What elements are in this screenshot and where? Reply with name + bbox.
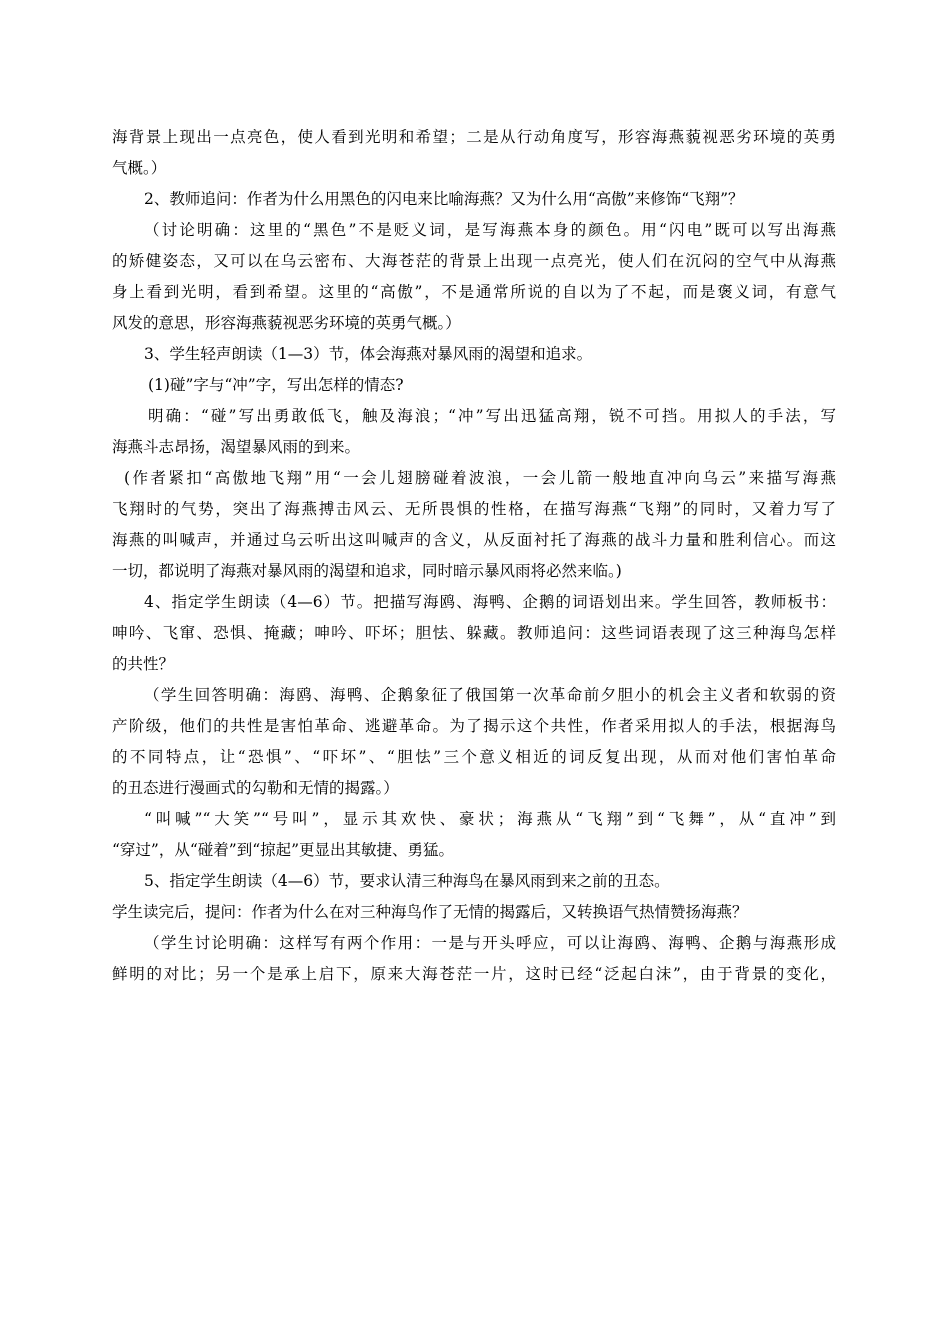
text-line: 明确：“碰”写出勇敢低飞，触及海浪；“冲”写出迅猛高翔，锐不可挡。用拟人的手法，写 [148, 407, 836, 425]
text-line: 海燕斗志昂扬，渴望暴风雨的到来。 [112, 438, 361, 456]
text-line: （学生回答明确：海鸥、海鸭、企鹅象征了俄国第一次革命前夕胆小的机会主义者和软弱的资 [144, 686, 836, 704]
text-line: 的矫健姿态，又可以在乌云密布、大海苍茫的背景上出现一点亮光，使人们在沉闷的空气中从海燕 [112, 252, 836, 270]
text-line: 呻吟、飞窜、恐惧、掩藏；呻吟、吓坏；胆怯、躲藏。教师追问：这些词语表现了这三种海鸟怎样 [112, 624, 836, 642]
text-line: 学生读完后，提问：作者为什么在对三种海鸟作了无情的揭露后，又转换语气热情赞扬海燕？ [112, 903, 748, 921]
text-line: 气概。） [112, 159, 167, 177]
text-line: (作者紧扣“高傲地飞翔”用“一会儿翅膀碰着波浪，一会儿箭一般地直冲向乌云”来描写海燕 [124, 469, 836, 487]
text-line: （学生讨论明确：这样写有两个作用：一是与开头呼应，可以让海鸥、海鸭、企鹅与海燕形成 [144, 934, 836, 952]
text-line: “叫喊”“大笑”“号叫”，显示其欢快、豪状；海燕从“飞翔”到“飞舞”，从“直冲”到 [144, 810, 836, 828]
text-line: 产阶级，他们的共性是害怕革命、逃避革命。为了揭示这个共性，作者采用拟人的手法，根据海鸟 [112, 717, 836, 735]
text-line: 的不同特点，让“恐惧”、“吓坏”、“胆怯”三个意义相近的词反复出现，从而对他们害怕革命 [112, 748, 836, 766]
document-body [112, 122, 836, 990]
text-line: 风发的意思，形容海燕藐视恶劣环境的英勇气概。） [112, 314, 461, 332]
text-line: 3、学生轻声朗读（1—3）节，体会海燕对暴风雨的渴望和追求。 [144, 345, 593, 363]
text-line: 鲜明的对比；另一个是承上启下，原来大海苍茫一片，这时已经“泛起白沫”，由于背景的变化， [112, 965, 836, 983]
text-line: 飞翔时的气势，突出了海燕搏击风云、无所畏惧的性格，在描写海燕“飞翔”的同时，又着力写了 [112, 500, 836, 518]
text-line: 海燕的叫喊声，并通过乌云听出这叫喊声的含义，从反面衬托了海燕的战斗力量和胜利信心。而这 [112, 531, 836, 549]
text-line: 5、指定学生朗读（4—6）节，要求认清三种海鸟在暴风雨到来之前的丑态。 [144, 872, 670, 890]
text-line: 的丑态进行漫画式的勾勒和无情的揭露。） [112, 779, 399, 797]
text-line: 身上看到光明，看到希望。这里的“高傲”，不是通常所说的自以为了不起，而是褒义词，有意气 [112, 283, 836, 301]
text-line: 4、指定学生朗读（4—6）节。把描写海鸥、海鸭、企鹅的词语划出来。学生回答，教师板书： [144, 593, 836, 611]
text-line: 一切，都说明了海燕对暴风雨的渴望和追求，同时暗示暴风雨将必然来临。) [112, 562, 622, 580]
text-line: “穿过”，从“碰着”到“掠起”更显出其敏捷、勇猛。 [112, 841, 455, 859]
text-line: （讨论明确：这里的“黑色”不是贬义词，是写海燕本身的颜色。用“闪电”既可以写出海燕 [144, 221, 836, 239]
text-line: 的共性？ [112, 655, 175, 673]
text-line: 海背景上现出一点亮色，使人看到光明和希望；二是从行动角度写，形容海燕藐视恶劣环境的英勇 [112, 128, 836, 146]
text-line: 2、教师追问：作者为什么用黑色的闪电来比喻海燕？又为什么用“高傲”来修饰“飞翔”？ [144, 190, 744, 208]
text-line: (1)碰”字与“冲”字，写出怎样的情态? [148, 376, 404, 394]
